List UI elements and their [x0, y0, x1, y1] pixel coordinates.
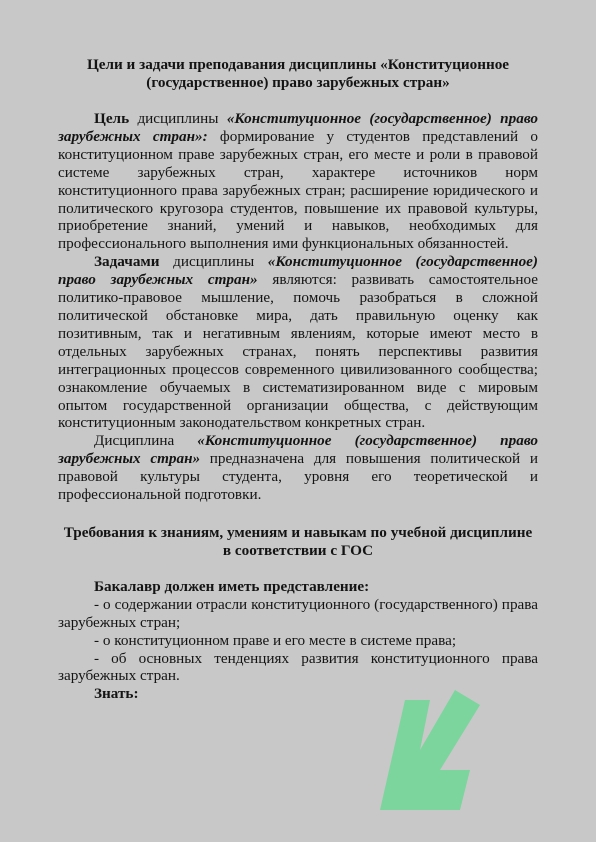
know-label: Знать:: [94, 685, 139, 703]
paragraph-tasks: [58, 253, 538, 432]
purpose-text: предназначена для повышения политической и правовой культуры студента, уровня его теоретической и профессиональной подготовки.: [58, 450, 538, 504]
goal-lead: дисциплины: [129, 110, 227, 127]
bachelor-label: Бакалавр должен иметь представление:: [94, 577, 370, 595]
requirement-item: - об основных тенденциях развития конституционного права зарубежных стран.: [58, 649, 538, 685]
tasks-lead: дисциплины: [159, 253, 268, 271]
section-heading-requirements: Требования к знаниям, умениям и навыкам по учебной дисциплине в соответствии с ГОС: [63, 523, 533, 559]
tasks-label: Задачами: [94, 253, 160, 271]
goal-text: формирование у студентов представлений о конституционном праве зарубежных стран, его месте и роли в правовой системе зарубежных стран, характере источников норм конституционного права зарубежных стран; расширение юридического и политического кругозора студентов, повышение их правовой культуры, приобретение знаний, умений и навыков, необходимых для профессионального выполнения ими функциональных обязанностей.: [58, 127, 538, 253]
paragraph-goal: [58, 110, 538, 253]
tasks-course-name: «Конституционное (государственное) право зарубежных стран»: [58, 253, 538, 289]
requirement-item: - о содержании отрасли конституционного (государственного) права зарубежных стран;: [58, 595, 538, 631]
section-heading-goals: Цели и задачи преподавания дисциплины «Конституционное (государственное) право зарубежных стран»: [86, 56, 510, 91]
paragraph-purpose: [58, 432, 538, 504]
goal-label: Цель: [94, 110, 130, 127]
purpose-lead: Дисциплина: [94, 432, 198, 450]
purpose-course-name: «Конституционное (государственное) право зарубежных стран»: [58, 432, 538, 468]
goal-course-name: «Конституционное (государственное) право зарубежных стран»:: [58, 110, 538, 145]
tasks-text: являются: развивать самостоятельное политико-правовое мышление, помочь разобраться в сложной политической обстановке мира, дать правильную оценку как позитивным, так и негативным явлениям, которые имеют место в отдельных зарубежных странах, понять перспективы развития интеграционных процессов современного цивилизованного сообщества; ознакомление обучаемых в систематизированном виде с мировым опытом государственной организации общества, с действующим конституционным законодательством конкретных стран.: [58, 271, 538, 432]
requirement-item: - о конституционном праве и его месте в системе права;: [94, 631, 457, 649]
